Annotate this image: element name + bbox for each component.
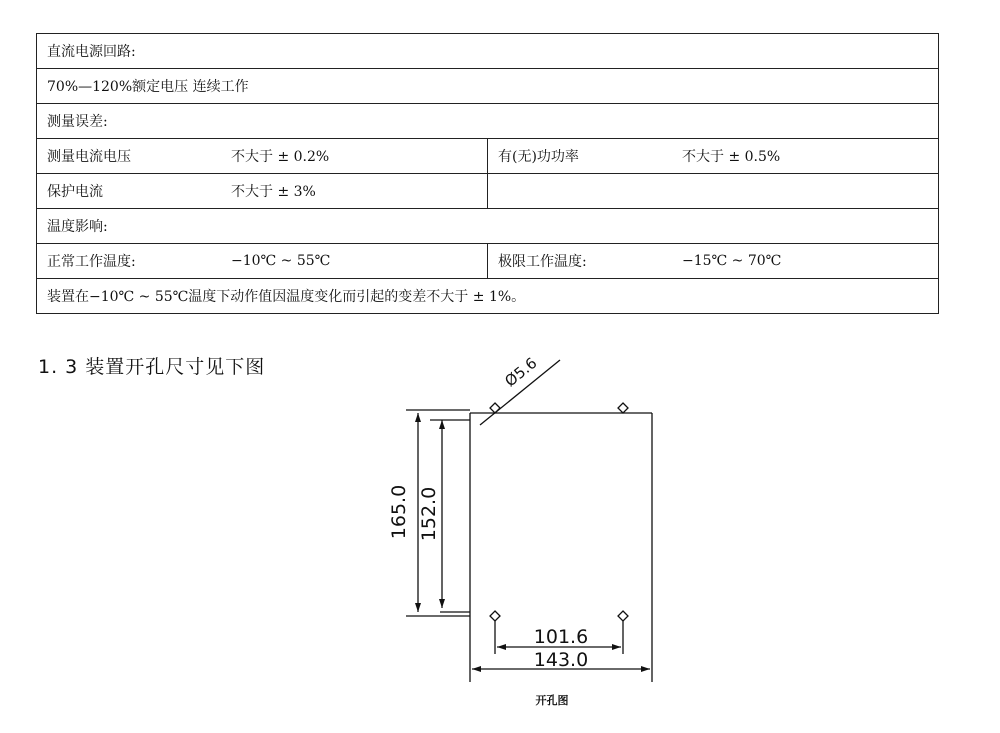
power-label: 有(无)功功率	[498, 149, 579, 165]
power-value: 不大于 ± 0.5%	[682, 149, 781, 165]
section-heading: 1. 3 装置开孔尺寸见下图	[38, 356, 266, 378]
outer-height-label: 165.0	[388, 484, 410, 540]
table-row	[37, 69, 939, 104]
arrowhead	[497, 644, 506, 650]
hole-bottom-right	[618, 611, 628, 621]
table-row	[37, 104, 939, 139]
arrowhead	[439, 599, 445, 608]
table-row	[37, 139, 939, 174]
table-row	[37, 279, 939, 314]
normal-temp-value: −10℃ ~ 55℃	[231, 253, 331, 269]
table-row	[37, 209, 939, 244]
measure-vi-cell	[37, 139, 488, 174]
table-row	[37, 174, 939, 209]
table-row	[37, 34, 939, 69]
empty-cell	[488, 174, 939, 209]
protect-cell	[37, 174, 488, 209]
hole-spacing-label: 101.6	[533, 626, 589, 648]
power-cell	[488, 139, 939, 174]
dc-circuit-header: 直流电源回路:	[37, 34, 939, 69]
hole-diameter-label: Ø5.6	[501, 353, 541, 391]
hole-top-left	[490, 403, 500, 413]
measure-vi-value: 不大于 ± 0.2%	[231, 149, 330, 165]
error-header: 测量误差:	[37, 104, 939, 139]
normal-temp-label: 正常工作温度:	[47, 254, 136, 270]
temp-header: 温度影响:	[37, 209, 939, 244]
protect-value: 不大于 ± 3%	[231, 184, 316, 200]
limit-temp-cell	[488, 244, 939, 279]
hole-top-right	[618, 403, 628, 413]
hole-bottom-left	[490, 611, 500, 621]
drawing-caption: 开孔图	[535, 694, 569, 707]
measure-vi-label: 测量电流电压	[47, 149, 131, 165]
cutout-drawing	[380, 340, 680, 720]
arrowhead	[612, 644, 621, 650]
arrowhead	[415, 413, 421, 422]
arrowhead	[439, 420, 445, 429]
dc-circuit-value: 70%—120%额定电压 连续工作	[37, 69, 939, 104]
arrowhead	[641, 666, 650, 672]
protect-label: 保护电流	[47, 184, 103, 200]
arrowhead	[472, 666, 481, 672]
limit-temp-value: −15℃ ~ 70℃	[682, 253, 782, 269]
normal-temp-cell	[37, 244, 488, 279]
spec-table	[36, 33, 939, 314]
outer-width-label: 143.0	[533, 649, 589, 671]
temp-note: 装置在−10℃ ~ 55℃温度下动作值因温度变化而引起的变差不大于 ± 1%。	[37, 279, 939, 314]
inner-height-label: 152.0	[418, 486, 440, 542]
arrowhead	[415, 603, 421, 612]
limit-temp-label: 极限工作温度:	[498, 254, 587, 270]
table-row	[37, 244, 939, 279]
